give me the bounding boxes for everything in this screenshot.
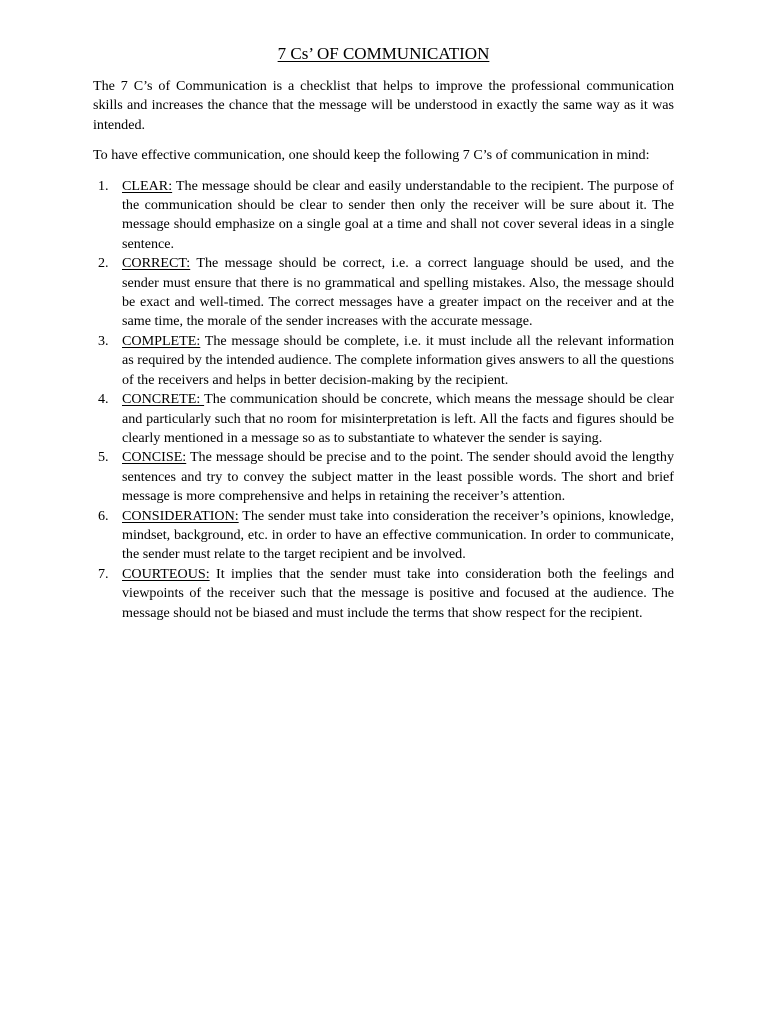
list-item-complete (93, 332, 674, 390)
list-number: 3. (98, 332, 109, 349)
point-text: The message should be complete, i.e. it must include all the relevant information as required by the intended audience. The complete information gives answers to all the questions of the receivers and helps in better decision-making by the recipient. (122, 332, 674, 388)
point-term-courteous: COURTEOUS: (122, 565, 210, 582)
list-number: 6. (98, 507, 109, 524)
document-title: 7 Cs’ OF COMMUNICATION (277, 44, 490, 63)
document-page (93, 0, 674, 623)
point-term-concrete: CONCRETE: (122, 391, 205, 408)
list-number: 5. (98, 449, 109, 466)
lead-paragraph: To have effective communication, one should keep the following 7 C’s of communication in mind: (93, 147, 650, 164)
list-number: 2. (98, 255, 109, 272)
list-number: 7. (98, 565, 109, 582)
point-term-complete: COMPLETE: (122, 332, 201, 349)
point-term-clear: CLEAR: (122, 177, 173, 194)
list-item-concrete (93, 390, 674, 448)
seven-cs-list (93, 177, 674, 623)
list-number: 1. (98, 177, 109, 194)
point-term-consideration: CONSIDERATION: (122, 507, 239, 524)
point-text: The message should be precise and to the point. The sender should avoid the lengthy sentences and try to convey the subject matter in the least possible words. The short and brief message is more comprehensive and helps in retaining the receiver’s attention. (122, 449, 674, 505)
point-text: The communication should be concrete, which means the message should be clear and particularly such that no room for misinterpretation is left. All the facts and figures should be clearly mentioned in a message so as to substantiate to whatever the sender is saying. (122, 391, 674, 446)
point-text: It implies that the sender must take into consideration both the feelings and viewpoints of the receiver such that the message is positive and focused at the audience. The message should not be biased and must include the terms that show respect for the recipient. (122, 565, 674, 621)
list-item-concise (93, 448, 674, 506)
list-number: 4. (98, 391, 109, 408)
list-item-clear (93, 177, 674, 255)
intro-paragraph: The 7 C’s of Communication is a checklist that helps to improve the professional communication skills and increases the chance that the message will be understood in exactly the same way as it was intended. (93, 78, 674, 133)
point-term-concise: CONCISE: (122, 449, 187, 466)
point-term-correct: CORRECT: (122, 255, 191, 272)
list-item-consideration (93, 507, 674, 565)
point-text: The message should be correct, i.e. a correct language should be used, and the sender must ensure that there is no grammatical and spelling mistakes. Also, the message should be exact and well-timed. The correct messages have a greater impact on the receiver and at the same time, the morale of the sender increases with the accurate message. (122, 255, 674, 330)
list-item-correct (93, 254, 674, 332)
list-item-courteous (93, 565, 674, 623)
point-text: The sender must take into consideration the receiver’s opinions, knowledge, mindset, background, etc. in order to have an effective communication. In order to communicate, the sender must relate to the target recipient and be involved. (122, 507, 674, 563)
point-text: The message should be clear and easily understandable to the recipient. The purpose of the communication should be clear to sender then only the receiver will be sure about it. The message should emphasize on a single goal at a time and shall not cover several ideas in a single sentence. (122, 177, 674, 252)
